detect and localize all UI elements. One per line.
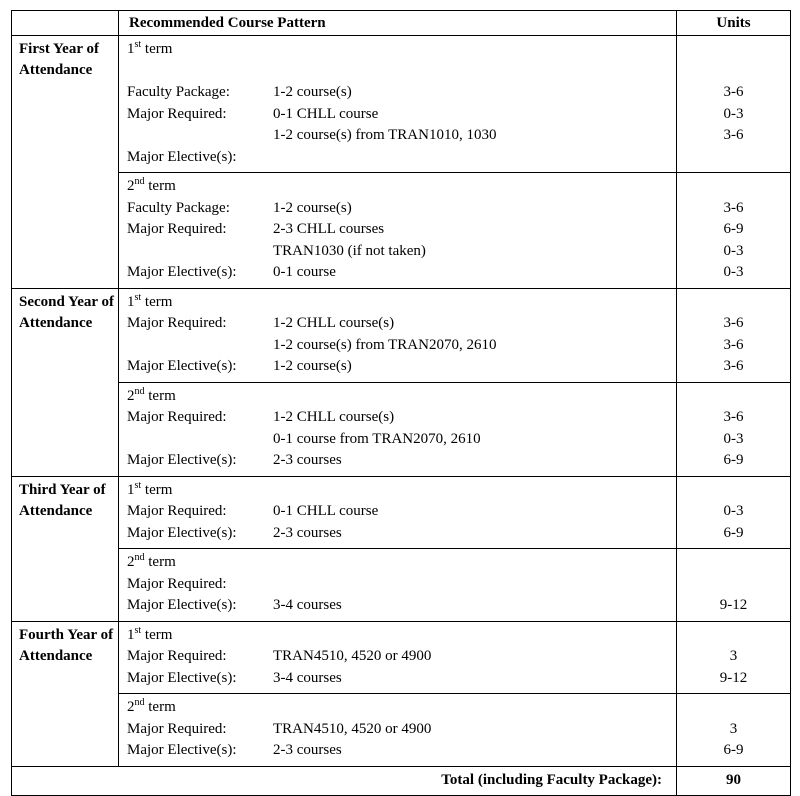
term-word: term <box>148 554 176 570</box>
course-line <box>127 241 676 263</box>
term-units-cell <box>677 288 791 382</box>
year-label: First Year of Attendance <box>12 36 119 289</box>
units-value: 3-6 <box>723 315 744 331</box>
table-body <box>12 36 791 767</box>
course-text: TRAN4510, 4520 or 4900 <box>273 720 432 737</box>
requirement-label: Major Elective(s): <box>127 669 237 686</box>
units-value: 3-6 <box>723 409 744 425</box>
term-row <box>12 476 791 549</box>
term-heading <box>127 386 676 408</box>
term-number: 1 <box>127 41 135 57</box>
course-line <box>127 501 676 523</box>
units-value <box>677 61 790 83</box>
units-value: 0-3 <box>723 242 744 259</box>
year-label: Fourth Year of Attendance <box>12 621 119 766</box>
units-header: Units <box>677 11 791 36</box>
units-value: 9-12 <box>719 597 748 613</box>
term-units-cell <box>677 694 791 767</box>
term-number: 2 <box>127 178 135 194</box>
units-value: 3-6 <box>723 336 744 353</box>
course-text: 3-4 courses <box>273 597 342 613</box>
course-text: 1-2 course(s) <box>273 84 352 100</box>
course-line <box>127 719 676 741</box>
course-text: 0-1 CHLL course <box>273 105 379 122</box>
requirement-label: Major Elective(s): <box>127 358 237 374</box>
course-line <box>127 313 676 335</box>
term-row <box>12 694 791 767</box>
term-number: 2 <box>127 554 135 570</box>
course-line <box>127 262 676 284</box>
units-value: 6-9 <box>723 742 744 758</box>
term-pattern-cell <box>119 36 677 173</box>
term-heading <box>127 176 676 198</box>
term-units-cell <box>677 382 791 476</box>
term-row <box>12 173 791 289</box>
term-units-cell <box>677 173 791 289</box>
pattern-header: Recommended Course Pattern <box>119 11 677 36</box>
term-units-cell <box>677 549 791 622</box>
term-number: 1 <box>127 626 135 643</box>
units-value: 0-3 <box>723 105 744 122</box>
requirement-label: Major Required: <box>127 315 227 331</box>
course-text: 3-4 courses <box>273 669 342 686</box>
total-row <box>12 766 791 795</box>
term-pattern-cell <box>119 621 677 694</box>
course-text: 0-1 course <box>273 264 336 280</box>
units-value: 3-6 <box>723 127 744 143</box>
course-text: 2-3 courses <box>273 524 342 541</box>
requirement-label: Major Elective(s): <box>127 148 237 165</box>
term-units-cell <box>677 476 791 549</box>
course-line <box>127 125 676 147</box>
requirement-label: Major Elective(s): <box>127 524 237 541</box>
course-text: 1-2 CHLL course(s) <box>273 409 395 425</box>
course-line <box>127 147 676 169</box>
course-line <box>127 429 676 451</box>
term-heading <box>127 292 676 314</box>
course-text: 0-1 course from TRAN2070, 2610 <box>273 430 481 447</box>
term-ordinal-suffix: nd <box>134 697 145 708</box>
term-pattern-cell <box>119 382 677 476</box>
term-ordinal-suffix: st <box>134 479 142 491</box>
term-row <box>12 549 791 622</box>
term-pattern-cell <box>119 288 677 382</box>
term-units-cell <box>677 36 791 173</box>
total-label: Total (including Faculty Package): <box>12 766 677 795</box>
term-ordinal-suffix: nd <box>134 552 145 563</box>
term-pattern-cell <box>119 549 677 622</box>
course-text: 2-3 courses <box>273 742 342 758</box>
course-line <box>127 574 676 596</box>
header-row <box>12 11 791 36</box>
course-text: 1-2 course(s) from TRAN2070, 2610 <box>273 336 497 353</box>
term-ordinal-suffix: st <box>134 624 142 636</box>
requirement-label: Major Required: <box>127 648 227 664</box>
units-value: 3 <box>729 720 738 737</box>
term-heading <box>127 625 676 647</box>
course-text: 1-2 course(s) <box>273 358 352 374</box>
requirement-label: Major Required: <box>127 105 227 122</box>
requirement-label: Major Elective(s): <box>127 264 237 280</box>
year-label: Second Year of Attendance <box>12 288 119 476</box>
course-line <box>127 82 676 104</box>
requirement-label: Major Required: <box>127 221 227 237</box>
term-word: term <box>144 41 173 57</box>
units-value: 3-6 <box>723 199 744 216</box>
course-line <box>127 356 676 378</box>
term-ordinal-suffix: nd <box>134 385 145 397</box>
term-word: term <box>148 178 176 194</box>
year-label: Third Year of Attendance <box>12 476 119 621</box>
units-value: 3 <box>729 648 738 664</box>
term-pattern-cell <box>119 476 677 549</box>
term-heading <box>127 697 676 719</box>
course-line <box>127 407 676 429</box>
term-pattern-cell <box>119 173 677 289</box>
term-heading <box>127 552 676 574</box>
units-value <box>677 574 790 596</box>
term-word: term <box>148 387 176 404</box>
requirement-label: Major Elective(s): <box>127 742 237 758</box>
term-heading <box>127 480 676 502</box>
course-line <box>127 450 676 472</box>
units-value: 0-3 <box>723 264 744 280</box>
term-units-cell <box>677 621 791 694</box>
term-number: 2 <box>127 699 135 715</box>
course-line <box>127 523 676 545</box>
units-value: 0-3 <box>723 430 744 447</box>
term-row <box>12 36 791 173</box>
term-row <box>12 621 791 694</box>
requirement-label: Major Required: <box>127 720 227 737</box>
units-value: 9-12 <box>719 669 748 686</box>
units-value <box>677 147 790 169</box>
course-line <box>127 335 676 357</box>
term-word: term <box>148 699 176 715</box>
requirement-label: Major Elective(s): <box>127 597 237 613</box>
term-number: 1 <box>127 293 135 310</box>
course-pattern-table <box>11 10 791 796</box>
course-text: 1-2 course(s) <box>273 199 352 216</box>
course-line <box>127 104 676 126</box>
course-text: 1-2 course(s) from TRAN1010, 1030 <box>273 127 497 143</box>
term-word: term <box>144 626 173 643</box>
course-line <box>127 198 676 220</box>
term-row <box>12 288 791 382</box>
total-units: 90 <box>677 766 791 795</box>
term-row <box>12 382 791 476</box>
term-word: term <box>144 293 173 310</box>
units-value: 6-9 <box>723 221 744 237</box>
units-value: 0-3 <box>723 503 744 519</box>
term-heading <box>127 39 676 61</box>
units-value: 6-9 <box>723 452 744 468</box>
requirement-label: Faculty Package: <box>127 84 230 100</box>
requirement-label: Major Required: <box>127 575 227 592</box>
term-ordinal-suffix: st <box>134 39 142 50</box>
term-number: 2 <box>127 387 135 404</box>
course-text: TRAN1030 (if not taken) <box>273 242 426 259</box>
term-ordinal-suffix: nd <box>134 176 145 187</box>
term-number: 1 <box>127 481 135 498</box>
course-text: 0-1 CHLL course <box>273 503 379 519</box>
units-value: 6-9 <box>723 524 744 541</box>
course-line <box>127 61 676 83</box>
course-text: 1-2 CHLL course(s) <box>273 315 395 331</box>
requirement-label: Major Required: <box>127 409 227 425</box>
year-header <box>12 11 119 36</box>
course-text: 2-3 CHLL courses <box>273 221 385 237</box>
requirement-label: Major Elective(s): <box>127 452 237 468</box>
term-ordinal-suffix: st <box>134 291 142 303</box>
course-line <box>127 219 676 241</box>
requirement-label: Major Required: <box>127 503 227 519</box>
requirement-label: Faculty Package: <box>127 199 230 216</box>
course-text: TRAN4510, 4520 or 4900 <box>273 648 432 664</box>
course-line <box>127 646 676 668</box>
course-line <box>127 668 676 690</box>
course-line <box>127 740 676 762</box>
units-value: 3-6 <box>723 84 744 100</box>
units-value: 3-6 <box>723 358 744 374</box>
course-line <box>127 595 676 617</box>
term-word: term <box>144 481 173 498</box>
term-pattern-cell <box>119 694 677 767</box>
course-text: 2-3 courses <box>273 452 342 468</box>
